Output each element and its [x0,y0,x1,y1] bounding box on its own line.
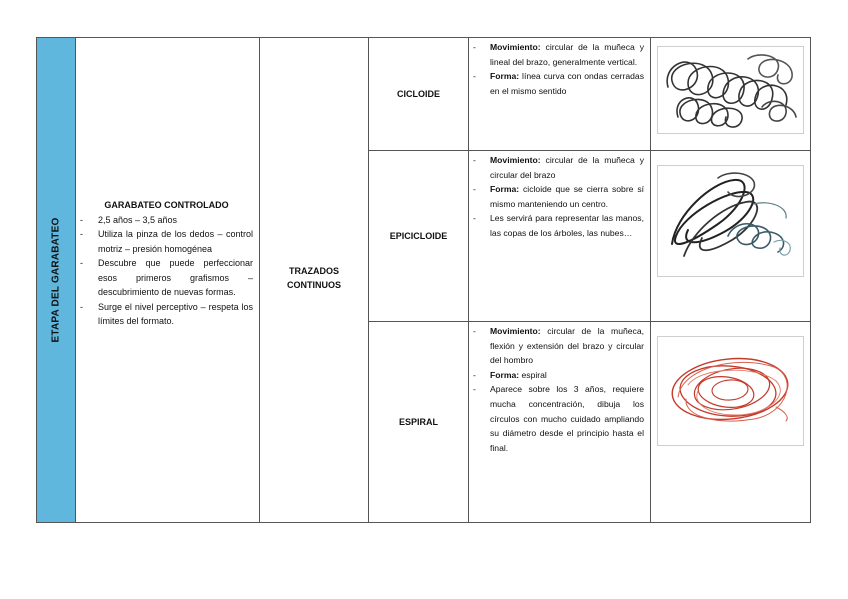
cycloid-scribble-icon [657,46,804,134]
movement-label: Movimiento: [490,42,541,52]
development-table [36,37,811,523]
movement-text: circular de la muñeca y lineal del brazo, generalmente vertical. [490,42,644,67]
movement-item [473,40,644,69]
list-item: - 2,5 años – 3,5 años [80,213,253,228]
row-name-label: CICLOIDE [396,89,440,99]
movement-label: Movimiento: [490,155,541,165]
extra-item: - Aparece sobre los 3 años, requiere mucha concentración, dibuja los círculos con mucho cuidado ampliando su diámetro desde el principio hasta el final. [473,382,644,455]
form-label: Forma: [490,184,520,195]
spiral-scribble-icon [657,336,804,446]
trace-type-line2: CONTINUOS [287,280,341,290]
row-info-epicycloid [468,150,651,322]
row-info-spiral [468,321,651,523]
controlled-scribble-list [80,213,253,329]
trace-type-line1: TRAZADOS [289,266,339,276]
form-item [473,69,644,98]
stage-title: ETAPA DEL GARABATEO [50,217,62,343]
form-item [473,182,644,211]
row-image-spiral [650,321,811,523]
controlled-scribble-cell [75,37,260,523]
extra-item: - Les servirá para representar las manos, las copas de los árboles, las nubes… [473,211,644,240]
movement-text: circular de la muñeca y circular del brazo [490,155,644,180]
row-name-label: EPICICLOIDE [389,231,448,241]
controlled-scribble-title: GARABATEO CONTROLADO [104,200,229,210]
stage-cell [36,37,76,523]
row-name-spiral [368,321,469,523]
row-info-cycloid [468,37,651,151]
form-label: Forma: [490,369,520,380]
form-label: Forma: [490,71,520,82]
list-item: - Utiliza la pinza de los dedos – control motriz – presión homogénea [80,227,253,256]
row-name-cycloid [368,37,469,151]
epicycloid-scribble-icon [657,165,804,277]
movement-item [473,324,644,368]
trace-type-label [260,264,368,292]
movement-text: circular de la muñeca, flexión y extensión del brazo y circular del hombro [490,326,644,366]
row-image-cycloid [650,37,811,151]
movement-label: Movimiento: [490,326,541,336]
form-text: espiral [521,369,547,380]
form-text: cicloide que se cierra sobre sí mismo manteniendo un centro. [490,184,645,209]
movement-item [473,153,644,182]
row-name-label: ESPIRAL [398,417,438,427]
list-item: - Surge el nivel perceptivo – respeta los límites del formato. [80,300,253,329]
form-item [473,368,644,383]
form-text: línea curva con ondas cerradas en el mismo sentido [490,71,645,96]
row-image-epicycloid [650,150,811,322]
trace-type-cell [259,37,369,523]
row-name-epicycloid [368,150,469,322]
list-item: - Descubre que puede perfeccionar esos primeros grafismos – descubrimiento de nuevas formas. [80,256,253,300]
